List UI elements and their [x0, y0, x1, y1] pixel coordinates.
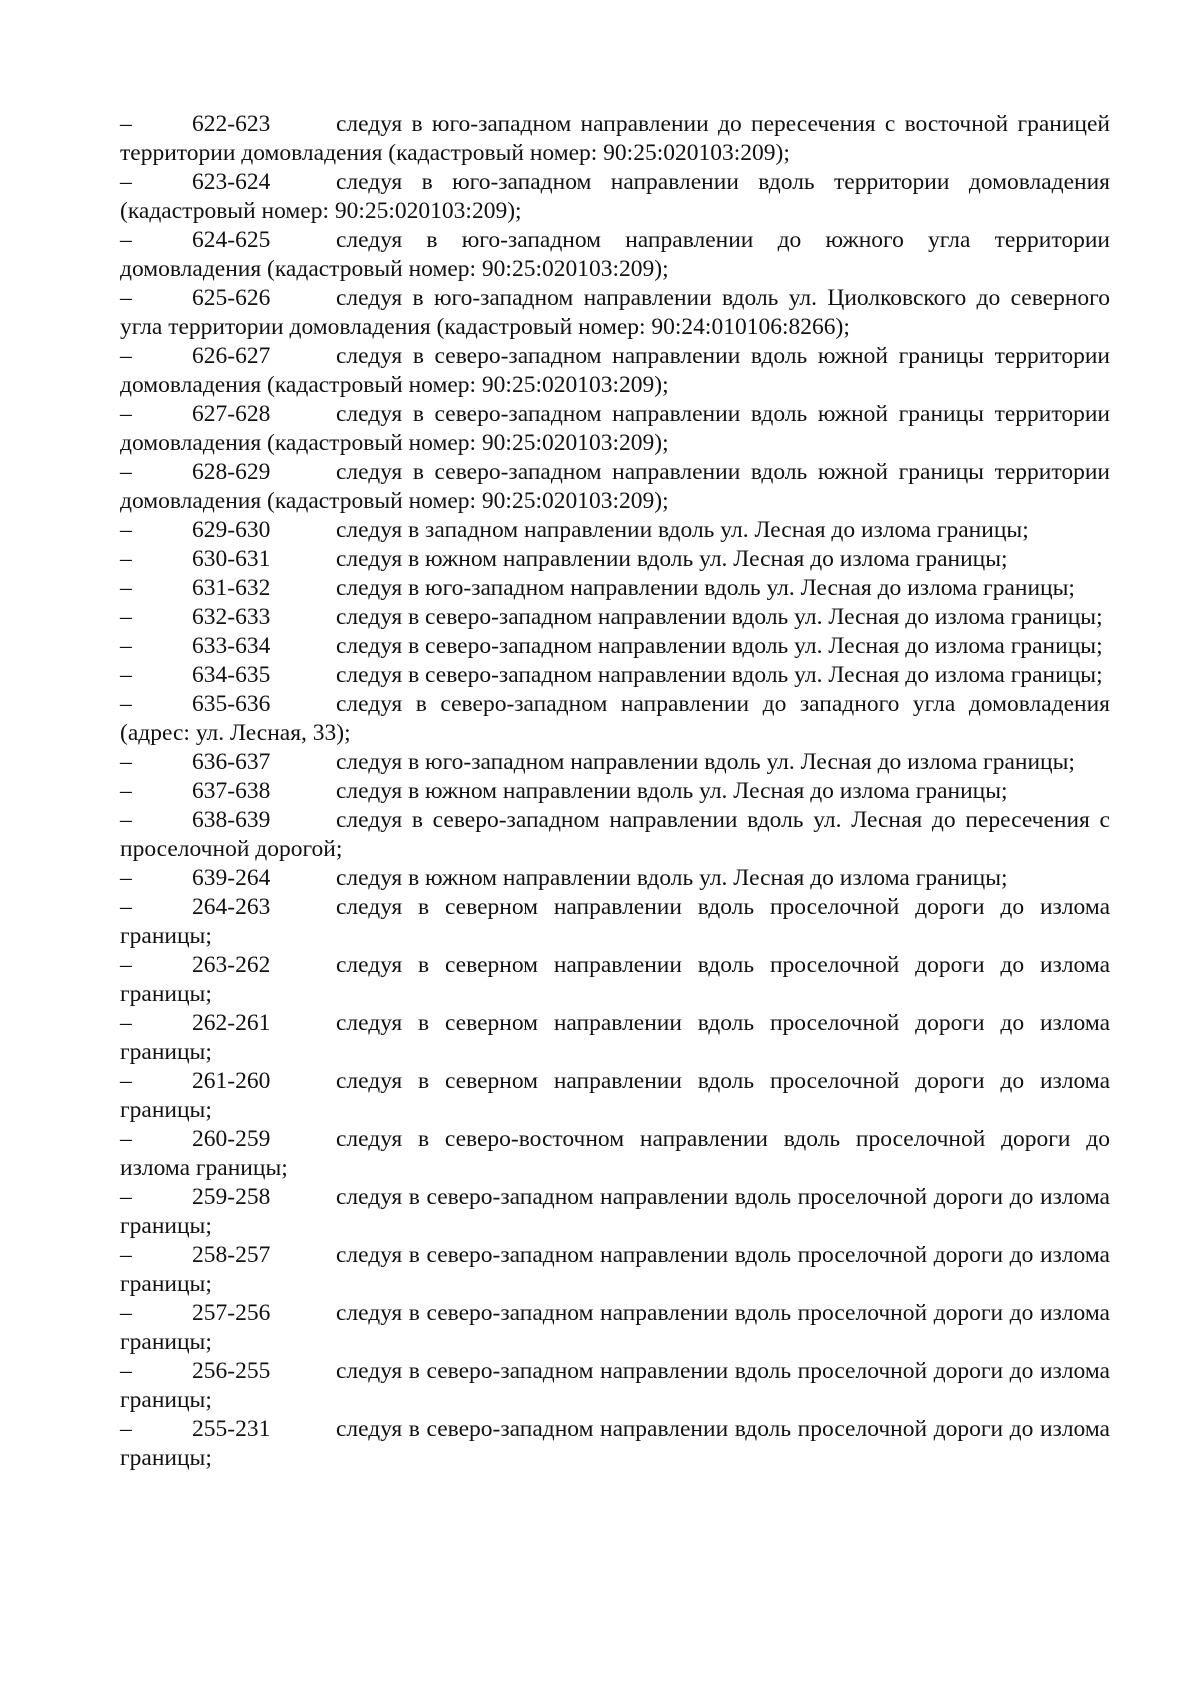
entry-range: 263-262 [192, 952, 271, 978]
entry-dash: – [120, 1068, 132, 1094]
entry-text: следуя в северо-западном направлении вдоль проселочной дороги до излома границы; [120, 1300, 1110, 1355]
boundary-entry [120, 661, 1110, 690]
entry-range: 638-639 [192, 807, 271, 833]
boundary-entry [120, 458, 1110, 516]
boundary-entry [120, 284, 1110, 342]
entry-range: 636-637 [192, 749, 271, 775]
entry-dash: – [120, 1358, 132, 1384]
entry-text: следуя в северо-западном направлении вдоль проселочной дороги до излома границы; [120, 1242, 1110, 1297]
entry-dash: – [120, 807, 132, 833]
boundary-entry [120, 603, 1110, 632]
entry-dash: – [120, 111, 132, 137]
entry-text: следуя в юго-западном направлении вдоль территории домовладения (кадастровый номер: 90:25:020103:209); [120, 169, 1110, 224]
boundary-entry [120, 893, 1110, 951]
entry-dash: – [120, 865, 132, 891]
boundary-entry [120, 168, 1110, 226]
entry-range: 637-638 [192, 778, 271, 804]
entry-range: 261-260 [192, 1068, 271, 1094]
entry-text: следуя в южном направлении вдоль ул. Лесная до излома границы; [336, 778, 1008, 804]
entry-text: следуя в северном направлении вдоль проселочной дороги до излома границы; [120, 1068, 1110, 1123]
entry-dash: – [120, 604, 132, 630]
boundary-entry [120, 1415, 1110, 1473]
entry-dash: – [120, 1184, 132, 1210]
entry-range: 260-259 [192, 1126, 271, 1152]
entry-range: 628-629 [192, 459, 271, 485]
entry-range: 629-630 [192, 517, 271, 543]
entry-text: следуя в северо-западном направлении вдоль южной границы территории домовладения (кадастровый номер: 90:25:020103:209); [120, 459, 1110, 514]
boundary-entry [120, 951, 1110, 1009]
entry-range: 623-624 [192, 169, 271, 195]
entry-dash: – [120, 517, 132, 543]
entry-range: 264-263 [192, 894, 271, 920]
entry-range: 259-258 [192, 1184, 271, 1210]
entry-dash: – [120, 1126, 132, 1152]
entry-text: следуя в северном направлении вдоль проселочной дороги до излома границы; [120, 1010, 1110, 1065]
entry-range: 255-231 [192, 1416, 271, 1442]
boundary-entry [120, 1067, 1110, 1125]
boundary-entry [120, 516, 1110, 545]
entry-dash: – [120, 1300, 132, 1326]
entry-range: 622-623 [192, 111, 271, 137]
boundary-entry [120, 545, 1110, 574]
entry-text: следуя в северном направлении вдоль проселочной дороги до излома границы; [120, 894, 1110, 949]
entry-text: следуя в юго-западном направлении до южного угла территории домовладения (кадастровый номер: 90:25:020103:209); [120, 227, 1110, 282]
entry-range: 632-633 [192, 604, 271, 630]
boundary-entry [120, 1183, 1110, 1241]
entry-dash: – [120, 1010, 132, 1036]
entry-text: следуя в северо-западном направлении вдоль проселочной дороги до излома границы; [120, 1358, 1110, 1413]
boundary-entry [120, 110, 1110, 168]
entry-text: следуя в южном направлении вдоль ул. Лесная до излома границы; [336, 865, 1008, 891]
entry-range: 639-264 [192, 865, 271, 891]
entry-text: следуя в западном направлении вдоль ул. Лесная до излома границы; [336, 517, 1029, 543]
boundary-entry [120, 864, 1110, 893]
entry-dash: – [120, 459, 132, 485]
entry-dash: – [120, 546, 132, 572]
entry-dash: – [120, 1242, 132, 1268]
boundary-entry [120, 1125, 1110, 1183]
entry-dash: – [120, 227, 132, 253]
entry-range: 633-634 [192, 633, 271, 659]
entry-dash: – [120, 575, 132, 601]
boundary-entry [120, 777, 1110, 806]
entry-range: 262-261 [192, 1010, 271, 1036]
entry-text: следуя в юго-западном направлении до пересечения с восточной границей территории домовладения (кадастровый номер: 90:25:020103:209); [120, 111, 1110, 166]
entry-text: следуя в северо-западном направлении вдоль ул. Лесная до пересечения с проселочной дорогой; [120, 807, 1110, 862]
entry-range: 256-255 [192, 1358, 271, 1384]
entry-dash: – [120, 778, 132, 804]
entry-text: следуя в юго-западном направлении вдоль ул. Лесная до излома границы; [336, 749, 1075, 775]
boundary-entry [120, 632, 1110, 661]
entry-range: 626-627 [192, 343, 271, 369]
entry-dash: – [120, 691, 132, 717]
entry-range: 627-628 [192, 401, 271, 427]
entry-range: 630-631 [192, 546, 271, 572]
entry-text: следуя в северном направлении вдоль проселочной дороги до излома границы; [120, 952, 1110, 1007]
document-page [120, 110, 1110, 1473]
entry-text: следуя в южном направлении вдоль ул. Лесная до излома границы; [336, 546, 1008, 572]
entry-text: следуя в северо-западном направлении вдоль ул. Лесная до излома границы; [336, 604, 1103, 630]
entry-dash: – [120, 894, 132, 920]
entry-dash: – [120, 1416, 132, 1442]
boundary-entry [120, 1299, 1110, 1357]
entry-text: следуя в юго-западном направлении вдоль ул. Лесная до излома границы; [336, 575, 1075, 601]
boundary-entry [120, 400, 1110, 458]
boundary-entry [120, 806, 1110, 864]
entry-range: 631-632 [192, 575, 271, 601]
entry-text: следуя в северо-западном направлении вдоль ул. Лесная до излома границы; [336, 662, 1103, 688]
entry-text: следуя в северо-западном направлении вдоль ул. Лесная до излома границы; [336, 633, 1103, 659]
entry-text: следуя в юго-западном направлении вдоль ул. Циолковского до северного угла территории домовладения (кадастровый номер: 90:24:010106:8266); [120, 285, 1110, 340]
entry-text: следуя в северо-западном направлении вдоль проселочной дороги до излома границы; [120, 1416, 1110, 1471]
boundary-entry [120, 342, 1110, 400]
entry-text: следуя в северо-западном направлении вдоль южной границы территории домовладения (кадастровый номер: 90:25:020103:209); [120, 343, 1110, 398]
entry-text: следуя в северо-западном направлении вдоль южной границы территории домовладения (кадастровый номер: 90:25:020103:209); [120, 401, 1110, 456]
entry-range: 624-625 [192, 227, 271, 253]
entry-dash: – [120, 749, 132, 775]
entry-range: 625-626 [192, 285, 271, 311]
entry-text: следуя в северо-восточном направлении вдоль проселочной дороги до излома границы; [120, 1126, 1110, 1181]
entry-dash: – [120, 633, 132, 659]
boundary-entry [120, 690, 1110, 748]
boundary-entry [120, 1009, 1110, 1067]
entry-range: 635-636 [192, 691, 271, 717]
entry-dash: – [120, 952, 132, 978]
entry-range: 258-257 [192, 1242, 271, 1268]
entry-text: следуя в северо-западном направлении вдоль проселочной дороги до излома границы; [120, 1184, 1110, 1239]
entry-range: 634-635 [192, 662, 271, 688]
entry-dash: – [120, 285, 132, 311]
entry-dash: – [120, 662, 132, 688]
boundary-entry [120, 1357, 1110, 1415]
boundary-entry [120, 226, 1110, 284]
boundary-entry [120, 574, 1110, 603]
entry-dash: – [120, 343, 132, 369]
entry-dash: – [120, 401, 132, 427]
boundary-entry [120, 1241, 1110, 1299]
boundary-entry [120, 748, 1110, 777]
entry-range: 257-256 [192, 1300, 271, 1326]
entry-text: следуя в северо-западном направлении до западного угла домовладения (адрес: ул. Лесная, 33); [120, 691, 1110, 746]
entry-dash: – [120, 169, 132, 195]
